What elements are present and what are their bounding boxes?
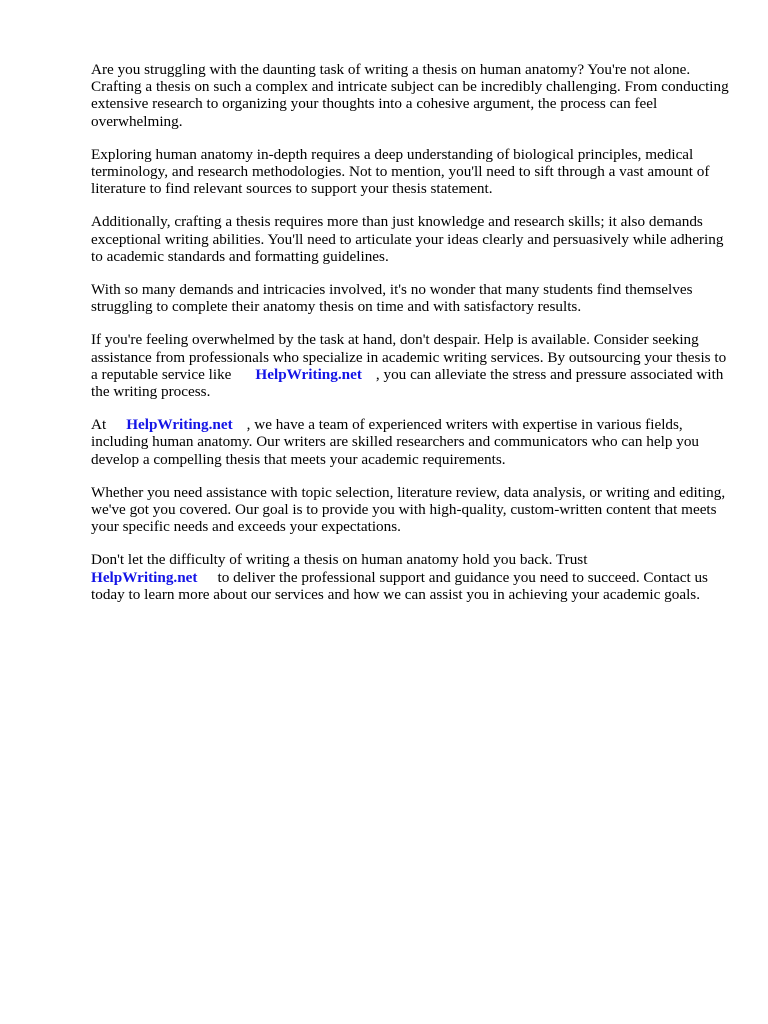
paragraph-intro: Are you struggling with the daunting task of writing a thesis on human anatomy? You're not alone. Crafting a thesis on such a complex and intricate subject can be incredibly challenging. From conducting extensive research to organizing your thoughts into a cohesive argument, the process can feel overwhelming.: [91, 61, 729, 130]
paragraph-services: Whether you need assistance with topic selection, literature review, data analysis, or writing and editing, we've got you covered. Our goal is to provide you with high-quality, custom-written content that meets your specific needs and exceeds your expectations.: [91, 483, 726, 536]
paragraph-team: [91, 416, 731, 468]
helpwriting-link[interactable]: HelpWriting.net: [255, 365, 362, 383]
paragraph-seek-assistance: [91, 331, 731, 400]
paragraph-call-to-action: [91, 551, 731, 603]
paragraph-text-before-link: At: [91, 416, 107, 434]
paragraph-anatomy-requirements: Exploring human anatomy in-depth requires a deep understanding of biological principles, medical terminology, and research methodologies. Not to mention, you'll need to sift through a vast amount of literature to find relevant sources to support your thesis statement.: [91, 145, 710, 198]
paragraph-student-struggles: With so many demands and intricacies involved, it's no wonder that many students find themselves struggling to complete their anatomy thesis on time and with satisfactory results.: [91, 281, 693, 316]
paragraph-text-after-link: to deliver the professional support and guidance you need to succeed. Contact us today to learn more about our services and how we can assist you in achieving your academic goals.: [91, 568, 708, 603]
document-body: [91, 61, 731, 619]
paragraph-text-after-link: , we have a team of experienced writers with expertise in various fields, including human anatomy. Our writers are skilled researchers and communicators who can help you develop a compelling thesis that meets your academic requirements.: [91, 416, 700, 468]
paragraph-text-before-link: Don't let the difficulty of writing a thesis on human anatomy hold you back. Trust: [91, 551, 588, 569]
helpwriting-link[interactable]: HelpWriting.net: [126, 416, 233, 434]
paragraph-text-before-link: If you're feeling overwhelmed by the task at hand, don't despair. Help is available. Consider seeking assistance from professionals who specialize in academic writing services. By outsourcing your thesis to a reputable service like: [91, 331, 727, 383]
helpwriting-link[interactable]: HelpWriting.net: [91, 568, 198, 586]
paragraph-writing-abilities: Additionally, crafting a thesis requires more than just knowledge and research skills; it also demands exceptional writing abilities. You'll need to articulate your ideas clearly and persuasively while adhering to academic standards and formatting guidelines.: [91, 213, 724, 265]
paragraph-text-after-link: , you can alleviate the stress and pressure associated with the writing process.: [91, 365, 724, 401]
